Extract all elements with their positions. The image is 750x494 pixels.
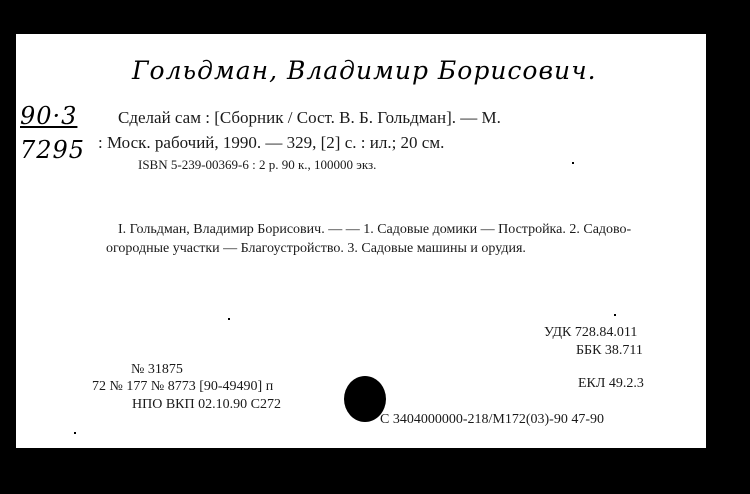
dust-speck bbox=[572, 162, 574, 164]
udk-index: УДК 728.84.011 bbox=[544, 325, 638, 340]
catalog-card bbox=[16, 34, 706, 448]
handwritten-shelf-mark-top: 90·3 bbox=[20, 102, 78, 130]
punch-hole bbox=[344, 376, 386, 422]
isbn-line: ISBN 5-239-00369-6 : 2 р. 90 к., 100000 экз. bbox=[138, 157, 377, 172]
card-number: № 31875 bbox=[131, 362, 183, 377]
tracings-paragraph: I. Гольдман, Владимир Борисович. — — 1. Садовые домики — Постройка. 2. Садово-огородные участки — Благоустройство. 3. Садовые машины и орудия. bbox=[106, 222, 632, 256]
dust-speck bbox=[74, 432, 76, 434]
entry-publication-line: : Моск. рабочий, 1990. — 329, [2] с. : ил.; 20 см. bbox=[98, 133, 445, 152]
catalog-code-line: С 3404000000-218/М172(03)-90 47-90 bbox=[380, 412, 604, 427]
handwritten-author-heading: Гольдман, Владимир Борисович. bbox=[132, 56, 597, 85]
dust-speck bbox=[228, 318, 230, 320]
npo-line: НПО ВКП 02.10.90 С272 bbox=[132, 397, 281, 412]
order-line: 72 № 177 № 8773 [90-49490] п bbox=[92, 379, 274, 394]
handwritten-shelf-mark-bottom: 7295 bbox=[20, 136, 86, 164]
entry-title-line: Сделай сам : [Сборник / Сост. В. Б. Гольдман]. — М. bbox=[118, 108, 501, 127]
bbk-index: ББК 38.711 bbox=[576, 343, 643, 358]
dust-speck bbox=[614, 314, 616, 316]
ekl-index: ЕКЛ 49.2.3 bbox=[578, 376, 644, 391]
